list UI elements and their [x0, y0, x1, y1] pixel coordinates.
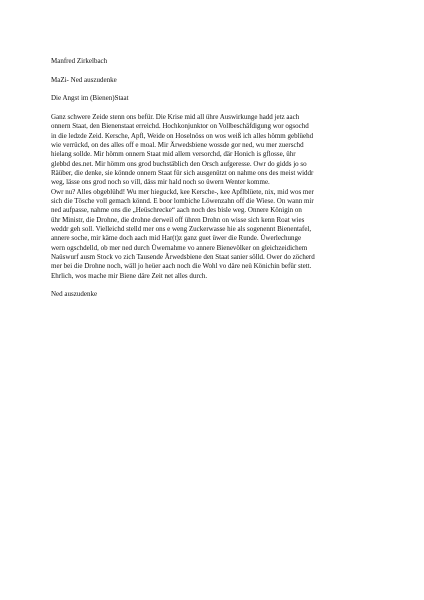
- body-line: onnern Staat, den Bienenstaat erreichd. Hochkonjunktor on Vollbeschäfdigung wor ogsochd: [51, 122, 309, 131]
- body-line: ned aufpasse, nahme ons die „Heüschrecke“ aach noch des bisle weg. Onnere Königin on: [51, 206, 302, 215]
- author-name: Manfred Zirkelbach: [51, 57, 108, 65]
- body-line: wie verrückd, on des alles off e moal. Mir Ärwedsbiene wossde gor ned, wu mer zuerschd: [51, 140, 304, 149]
- body-line: Ehrlich, wos mache mir Biene däre Zeit net alles durch.: [51, 271, 208, 280]
- body-line: hielang sollde. Mir hömm onnern Staat mid allem versorchd, där Honich is gflosse, ühr: [51, 150, 296, 159]
- body-paragraph: [51, 113, 381, 281]
- body-line: wern ogschdelld, ob mer ned durch Üwernahme vo annere Bienevölker on gleichzeidichem: [51, 243, 308, 252]
- body-line: glebbd des.net. Mir hömm ons grod buchstäblich den Orsch aufgeresse. Owr do gidds jo so: [51, 159, 307, 168]
- document-content: [51, 57, 381, 309]
- series-title: MaZi- Ned auszudenke: [51, 75, 117, 84]
- body-line: annere soche, mir käme doch aach mid Har(t)z ganz guet üwer die Runde. Üwerlechunge: [51, 234, 302, 243]
- body-line: Ganz schwere Zeide stenn ons befür. Die Krise mid all ühre Auswirkunge hadd jetz aach: [51, 112, 300, 121]
- body-line: weg, lässe ons grod noch so vill, däss mir hald noch so üwern Wenter komme.: [51, 178, 270, 187]
- body-line: ühr Ministr, die Drohne, die drohne derweil off ühren Drohn on wisse sich kenn Roat wies: [51, 215, 305, 224]
- body-line: Naüswurf ausm Stock vo zich Tausende Ärwedsbiene den Staat sanier sölld. Ower do zöcherd: [51, 253, 315, 262]
- body-line: sich die Tösche voll gemach könnd. E boor lombiche Löwenzahn off die Wiese. On wann mir: [51, 197, 314, 206]
- body-line: Räüber, die denke, sie könnde onnern Staat für sich ausgenützt on nahme ons des meist widdr: [51, 168, 314, 177]
- closing-line: Ned auszudenke: [51, 290, 98, 299]
- body-line: mer bei die Drohne noch, wäll jo heüer aach noch die Wohl vo däre neü Könichin befür stett.: [51, 262, 312, 271]
- body-line: weddr geh soll. Vielleichd stelld mer ons e weng Zuckerwasse hie als sogenennt Bienentafel,: [51, 225, 312, 234]
- body-line: Owr nu? Alles obgeblühd! Wu mer hieguckd, kee Kersche-, kee Apflblüete, nix, mid wos mer: [51, 187, 314, 196]
- body-line: in die ledzde Zeid. Kersche, Apfl, Weide on Hoselnöss on wos weiß ich alles hömm geblüehd: [51, 131, 314, 140]
- document-title: Die Angst im (Bienen)Staat: [51, 94, 129, 103]
